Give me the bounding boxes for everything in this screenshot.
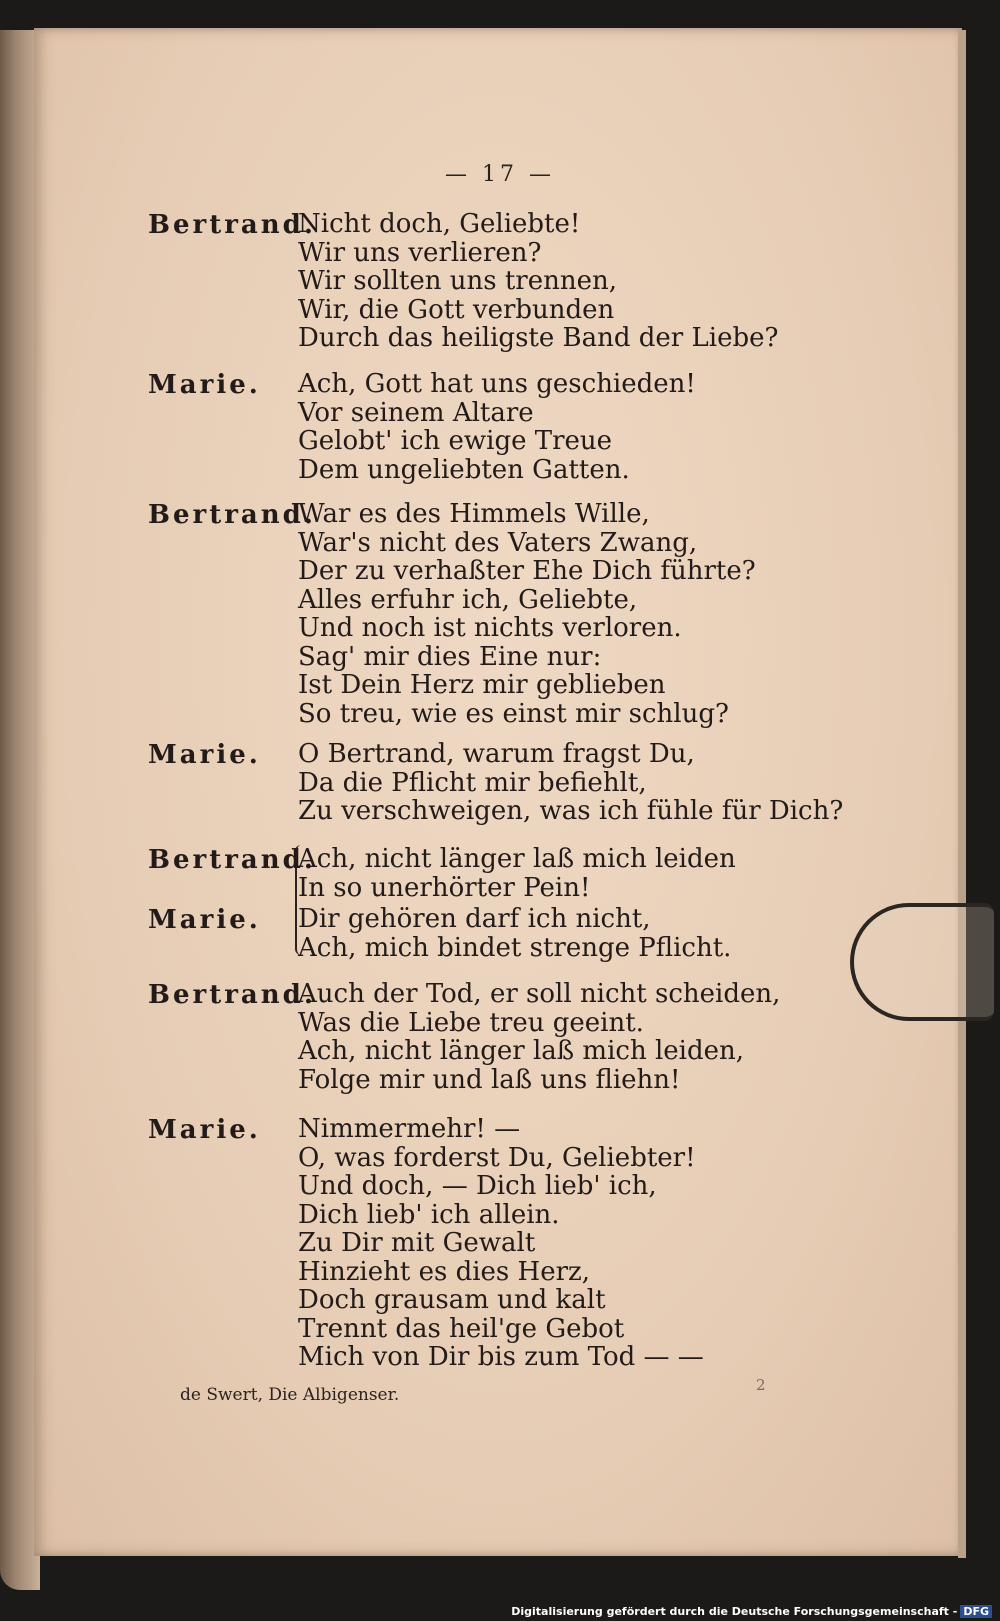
verse-line: In so unerhörter Pein! (298, 872, 591, 903)
verse-line: Nimmermehr! — (298, 1114, 521, 1144)
verse-line: Da die Pflicht mir befiehlt, (298, 767, 647, 798)
verse-lines (298, 500, 756, 728)
verse-lines (298, 905, 731, 962)
signature-mark: 2 (756, 1376, 766, 1394)
verse-line: Ist Dein Herz mir geblieben (298, 670, 666, 700)
dfg-logo: DFG (960, 1605, 992, 1618)
verse-line: Ach, mich bindet strenge Pflicht. (298, 932, 732, 963)
verse-line: Trennt das heil'ge Gebot (298, 1313, 625, 1344)
verse-line: Doch grausam und kalt (298, 1285, 606, 1315)
verse-line: Was die Liebe treu geeint. (298, 1007, 644, 1038)
speaker-name: Marie. (148, 370, 261, 400)
verse-line: Ach, Gott hat uns geschieden! (298, 369, 696, 399)
verse-line: Dir gehören darf ich nicht, (298, 904, 651, 934)
verse-line: Wir sollten uns trennen, (298, 266, 617, 296)
verse-line: Sag' mir dies Eine nur: (298, 641, 602, 672)
speaker-name: Bertrand. (148, 210, 316, 240)
verse-line: Mich von Dir bis zum Tod — — (298, 1342, 704, 1372)
verse-line: Wir uns verlieren? (298, 237, 542, 268)
verse-line: Alles erfuhr ich, Geliebte, (298, 584, 638, 615)
page-clip (850, 903, 994, 1021)
verse-line: War es des Himmels Wille, (298, 499, 650, 529)
verse-line: Zu verschweigen, was ich fühle für Dich? (298, 796, 844, 826)
verse-line: Wir, die Gott verbunden (298, 294, 615, 325)
verse-line: Zu Dir mit Gewalt (298, 1228, 536, 1258)
speaker-name: Bertrand. (148, 500, 316, 530)
verse-line: Auch der Tod, er soll nicht scheiden, (298, 979, 781, 1009)
verse-line: Der zu verhaßter Ehe Dich führte? (298, 556, 756, 586)
verse-line: Dich lieb' ich allein. (298, 1199, 560, 1230)
verse-line: So treu, wie es einst mir schlug? (298, 698, 729, 729)
verse-line: Ach, nicht länger laß mich leiden, (298, 1036, 745, 1066)
speaker-name: Bertrand. (148, 845, 316, 875)
page-stack-edge (958, 30, 966, 1558)
verse-line: Hinzieht es dies Herz, (298, 1256, 590, 1287)
verse-line: Vor seinem Altare (298, 397, 534, 428)
verse-line: War's nicht des Vaters Zwang, (298, 527, 698, 558)
verse-line: Dem ungeliebten Gatten. (298, 454, 630, 485)
page-number: — 17 — (445, 162, 555, 187)
verse-lines (298, 845, 736, 902)
digitization-credit (511, 1605, 992, 1618)
speaker-name: Marie. (148, 740, 261, 770)
verse-line: Und doch, — Dich lieb' ich, (298, 1171, 657, 1201)
verse-lines (298, 980, 780, 1094)
verse-lines (298, 1115, 704, 1372)
verse-line: Nicht doch, Geliebte! (298, 209, 581, 239)
credit-text: Digitalisierung gefördert durch die Deutsche Forschungsgemeinschaft - (511, 1605, 958, 1618)
speaker-name: Marie. (148, 1115, 261, 1145)
verse-lines (298, 210, 778, 353)
verse-line: Durch das heiligste Band der Liebe? (298, 323, 779, 353)
footer-title: de Swert, Die Albigenser. (180, 1385, 400, 1405)
verse-lines (298, 740, 843, 826)
verse-line: Folge mir und laß uns fliehn! (298, 1064, 681, 1095)
speaker-name: Bertrand. (148, 980, 316, 1010)
verse-line: O Bertrand, warum fragst Du, (298, 739, 695, 769)
verse-line: Gelobt' ich ewige Treue (298, 426, 613, 456)
verse-line: O, was forderst Du, Geliebter! (298, 1142, 696, 1173)
verse-line: Ach, nicht länger laß mich leiden (298, 844, 736, 874)
speaker-name: Marie. (148, 905, 261, 935)
verse-lines (298, 370, 696, 484)
verse-line: Und noch ist nichts verloren. (298, 613, 682, 643)
